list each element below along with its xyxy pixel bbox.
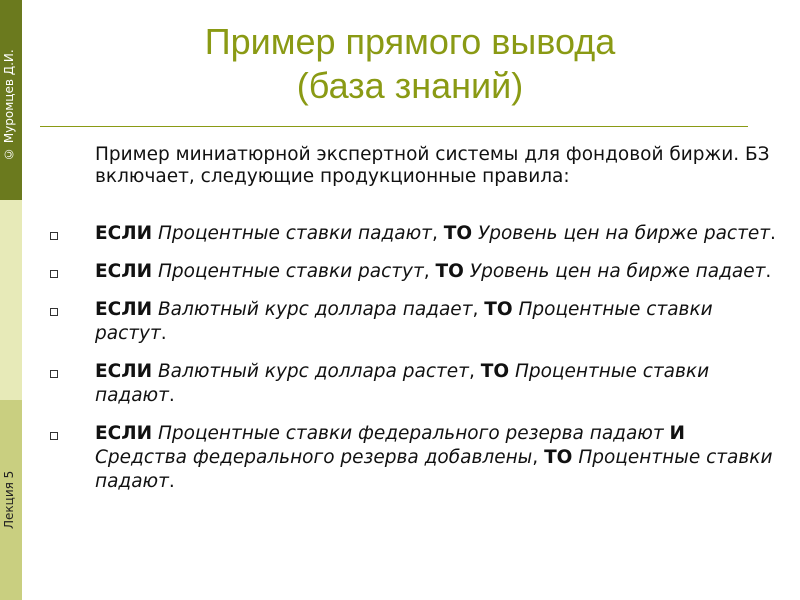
slide-title-line-1: Пример прямого вывода xyxy=(204,21,616,62)
title-divider xyxy=(40,126,748,127)
lecture-label: Лекция 5 xyxy=(2,470,16,530)
then-keyword: ТО xyxy=(484,299,513,320)
hollow-square-bullet-icon xyxy=(50,432,58,440)
rule-item-3 xyxy=(46,298,776,346)
side-bar-middle-band xyxy=(0,200,22,400)
hollow-square-bullet-icon xyxy=(50,232,58,240)
then-keyword: ТО xyxy=(544,447,573,468)
then-keyword: ТО xyxy=(480,361,510,382)
rule-separator: , xyxy=(468,361,481,382)
side-bar xyxy=(0,0,22,600)
rule-end: . xyxy=(770,223,776,244)
if-keyword: ЕСЛИ xyxy=(95,223,153,244)
rule-condition: Валютный курс доллара падает xyxy=(157,299,473,320)
rule-condition: Процентные ставки падают xyxy=(157,223,432,244)
rule-conclusion: Процентные ставки падают xyxy=(95,361,710,406)
rule-end: . xyxy=(765,261,772,282)
rule-condition: Валютный курс доллара растет xyxy=(157,361,469,382)
hollow-square-bullet-icon xyxy=(50,270,58,278)
copyright-label: © Муромцев Д.И. xyxy=(2,49,16,161)
hollow-square-bullet-icon xyxy=(50,370,58,378)
rule-conclusion: Уровень цен на бирже падает xyxy=(469,261,766,282)
rule-end: . xyxy=(160,323,167,344)
rule-item-2 xyxy=(46,260,776,284)
rule-separator: , xyxy=(423,261,436,282)
rule-separator: , xyxy=(532,447,545,468)
if-keyword: ЕСЛИ xyxy=(95,361,153,382)
rule-condition: Процентные ставки федерального резерва падают xyxy=(157,423,664,444)
rule-item-1 xyxy=(46,222,776,246)
rule-end: . xyxy=(168,385,175,406)
rule-item-4 xyxy=(46,360,776,408)
slide-title xyxy=(60,20,760,108)
rule-condition-2: Средства федерального резерва добавлены xyxy=(95,447,533,468)
slide-title-line-2: (база знаний) xyxy=(296,65,524,106)
rule-item-5 xyxy=(46,422,776,494)
then-keyword: ТО xyxy=(435,261,464,282)
if-keyword: ЕСЛИ xyxy=(95,423,153,444)
rule-separator: , xyxy=(472,299,485,320)
if-keyword: ЕСЛИ xyxy=(95,261,153,282)
rule-separator: , xyxy=(431,223,444,244)
rule-end: . xyxy=(168,471,175,492)
intro-paragraph: Пример миниатюрной экспертной системы для фондовой биржи. БЗ включает, следующие продукционные правила: xyxy=(95,144,770,187)
and-keyword: И xyxy=(669,423,686,444)
then-keyword: ТО xyxy=(443,223,473,244)
hollow-square-bullet-icon xyxy=(50,308,58,316)
rule-conclusion: Процентные ставки падают xyxy=(95,447,773,492)
rule-condition: Процентные ставки растут xyxy=(157,261,424,282)
rule-conclusion: Процентные ставки растут xyxy=(95,299,713,344)
rule-conclusion: Уровень цен на бирже растет xyxy=(477,223,771,244)
if-keyword: ЕСЛИ xyxy=(95,299,153,320)
rules-list xyxy=(46,222,776,508)
